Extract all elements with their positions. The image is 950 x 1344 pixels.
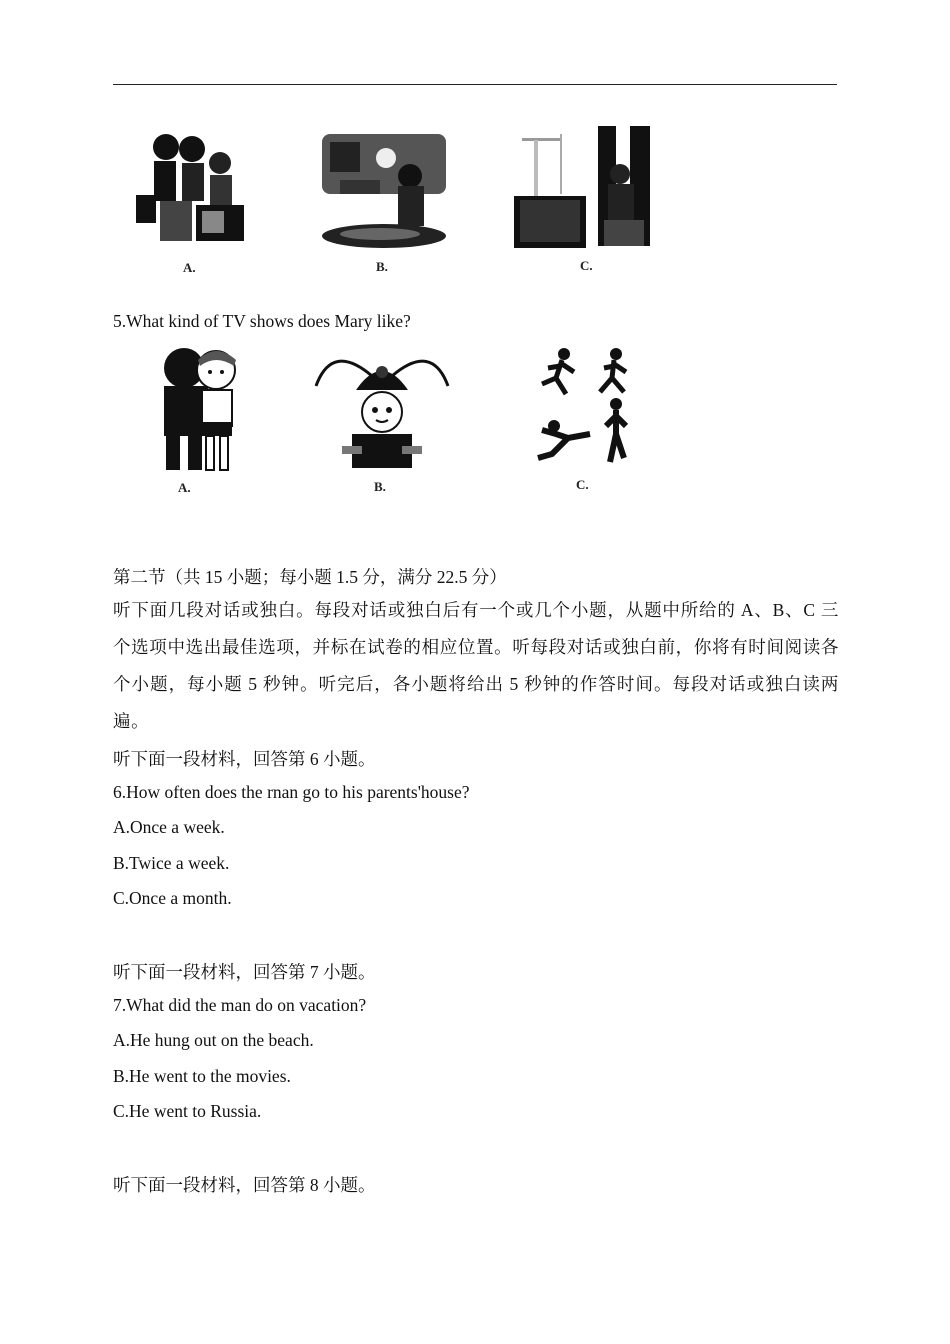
- people-relaxing-scene-icon: [320, 128, 450, 253]
- person-sitting-by-tv-icon: [512, 124, 662, 252]
- q7-question: 7.What did the man do on vacation?: [113, 995, 367, 1015]
- q7-option-b: B.He went to the movies.: [113, 1066, 291, 1086]
- cartoon-characters-icon: [150, 346, 250, 474]
- q4-label-c: C.: [580, 258, 593, 273]
- q5-label-c: C.: [576, 477, 589, 492]
- q7-option-a: A.He hung out on the beach.: [113, 1030, 314, 1050]
- header-rule: [113, 84, 837, 85]
- q8-intro: 听下面一段材料，回答第 8 小题。: [113, 1175, 376, 1195]
- beijing-opera-icon: [312, 346, 452, 474]
- q5-label-a: A.: [178, 480, 191, 495]
- section2-instructions: 听下面几段对话或独白。每段对话或独白后有一个或几个小题，从题中所给的 A、B、C 三个选项中选出最佳选项，并标在试卷的相应位置。听每段对话或独白前，你将有时间阅读各个小题，每小题 5 秒钟。听完后，各小题将给出 5 秒钟的作答时间。每段对话或独白读两遍。: [113, 600, 839, 731]
- q4-label-b: B.: [376, 259, 388, 274]
- section2-heading: 第二节（共 15 小题；每小题 1.5 分，满分 22.5 分）: [113, 567, 507, 587]
- q5-label-b: B.: [374, 479, 386, 494]
- q6-option-b: B.Twice a week.: [113, 853, 230, 873]
- q7-option-c: C.He went to Russia.: [113, 1101, 262, 1121]
- sports-runners-icon: [532, 346, 642, 471]
- q6-option-c: C.Once a month.: [113, 888, 232, 908]
- q7-intro: 听下面一段材料，回答第 7 小题。: [113, 962, 376, 982]
- q6-intro: 听下面一段材料，回答第 6 小题。: [113, 749, 376, 769]
- q6-question: 6.How often does the rnan go to his parents'house?: [113, 782, 470, 802]
- q6-option-a: A.Once a week.: [113, 817, 225, 837]
- people-watching-tv-icon: [130, 125, 250, 253]
- q5-question: 5.What kind of TV shows does Mary like?: [113, 311, 411, 331]
- q4-label-a: A.: [183, 260, 196, 275]
